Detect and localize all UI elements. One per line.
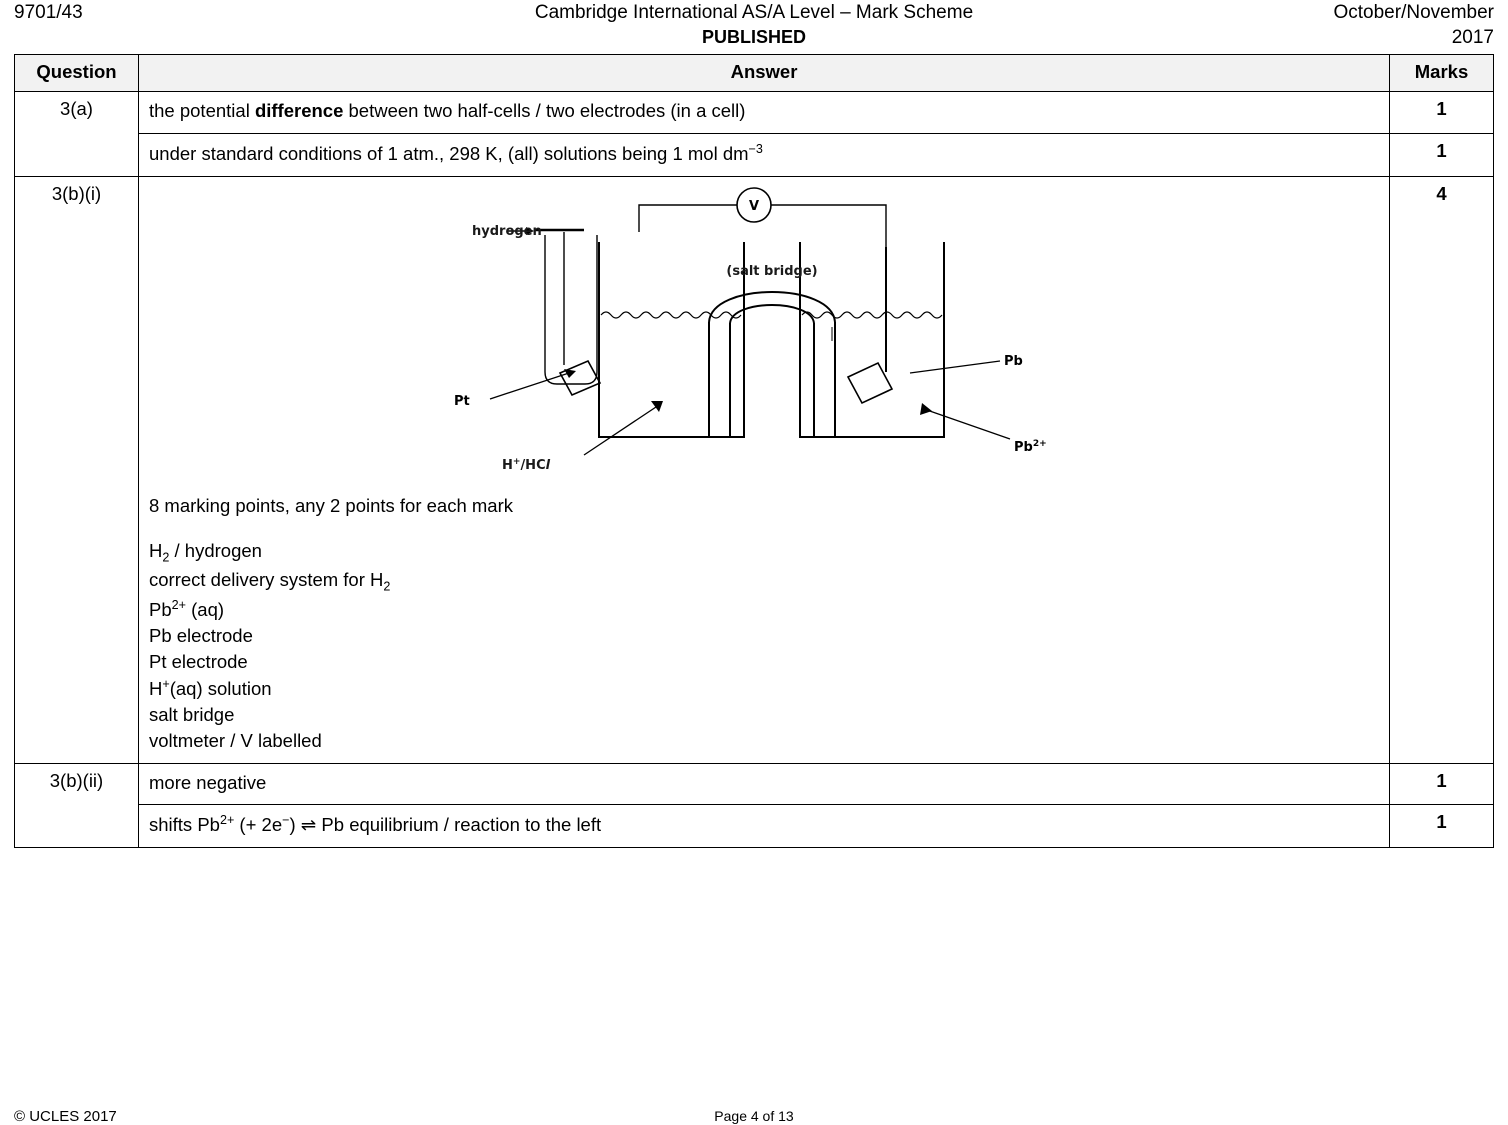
pb-ion-leader-arrow xyxy=(920,403,932,415)
paper-code: 9701/43 xyxy=(14,2,83,23)
table-row xyxy=(15,763,1494,805)
answer-text xyxy=(139,92,1390,134)
session-year: 2017 xyxy=(1451,27,1494,48)
mark-scheme-table xyxy=(14,54,1494,848)
marking-point: correct delivery system for $H_2$ xyxy=(149,569,391,594)
marks-value: 1 xyxy=(1390,763,1494,805)
salt-bridge-inner xyxy=(730,305,814,323)
pt-label: Pt xyxy=(454,393,470,409)
question-number xyxy=(15,805,139,848)
marking-point: H+(aq) solution xyxy=(149,676,272,699)
marking-point: Pb electrode xyxy=(149,625,253,647)
page-header xyxy=(14,0,1494,50)
pb-label: Pb xyxy=(1004,353,1023,369)
marking-point: voltmeter / V labelled xyxy=(149,730,322,752)
column-header-answer: Answer xyxy=(139,55,1390,92)
acid-leader-arrow xyxy=(651,401,663,412)
pb-ion-label: $Pb^{2+}$ xyxy=(1014,438,1047,455)
left-liquid-surface xyxy=(601,312,741,318)
column-header-question: Question xyxy=(15,55,139,92)
page-number: Page 4 of 13 xyxy=(714,1108,794,1124)
acid-label: H+/HCl xyxy=(502,456,551,473)
marks-value: 1 xyxy=(1390,805,1494,848)
question-number xyxy=(15,133,139,176)
marking-point: Pt electrode xyxy=(149,651,248,673)
answer-part-pre: the potential xyxy=(149,100,255,121)
marks-value: 1 xyxy=(1390,133,1494,176)
acid-leader-line xyxy=(584,405,659,455)
published-label: PUBLISHED xyxy=(701,27,806,47)
pt-electrode-plate xyxy=(560,361,600,395)
answer-part-post: between two half-cells / two electrodes (in a cell) xyxy=(343,100,746,121)
wire-left xyxy=(639,205,737,232)
header-title-block xyxy=(14,0,1494,50)
marks-value: 4 xyxy=(1390,176,1494,763)
left-beaker xyxy=(599,242,744,437)
table-row xyxy=(15,133,1494,176)
right-liquid-surface xyxy=(802,312,942,318)
pb-ion-leader-line xyxy=(924,409,1010,439)
answer-text: shifts $Pb^{2+}$ (+ 2e−) ⇌ Pb equilibrium / reaction to the left xyxy=(139,805,1390,848)
salt-bridge-label: (salt bridge) xyxy=(726,263,818,279)
answer-superscript: −3 xyxy=(748,141,763,156)
marking-point: salt bridge xyxy=(149,704,235,726)
marking-points-list xyxy=(149,538,1379,755)
table-header-row xyxy=(15,55,1494,92)
copyright-text: © UCLES 2017 xyxy=(14,1108,117,1125)
question-number: 3(b)(ii) xyxy=(15,763,139,805)
answer-main: under standard conditions of 1 atm., 298 K, (all) solutions being 1 mol dm xyxy=(149,142,749,164)
answer-part-bold: difference xyxy=(254,100,344,121)
table-row xyxy=(15,92,1494,134)
pb-leader-line xyxy=(910,361,1000,373)
question-number: 3(a) xyxy=(15,92,139,134)
table-row xyxy=(15,805,1494,848)
exam-session xyxy=(1333,0,1494,50)
marking-points-heading: 8 marking points, any 2 points for each mark xyxy=(149,494,514,516)
electrochemical-cell-diagram xyxy=(149,187,1379,487)
table-row xyxy=(15,176,1494,763)
hydrogen-label: hydrogen xyxy=(472,223,542,239)
answer-text xyxy=(139,133,1390,176)
answer-diagram-cell xyxy=(139,176,1390,763)
pt-leader-line xyxy=(490,372,572,399)
session-month: October/November xyxy=(1333,2,1494,23)
column-header-marks: Marks xyxy=(1390,55,1494,92)
answer-text: more negative xyxy=(139,763,1390,805)
question-number: 3(b)(i) xyxy=(15,176,139,763)
voltmeter-label: V xyxy=(748,198,760,214)
marking-point: $Pb^{2+}$ (aq) xyxy=(149,597,225,620)
marks-value: 1 xyxy=(1390,92,1494,134)
cell-diagram-svg xyxy=(444,187,1084,487)
wire-right xyxy=(771,205,886,247)
exam-title: Cambridge International AS/A Level – Mark Scheme xyxy=(534,2,974,23)
marking-point: $H_2$ / hydrogen xyxy=(149,539,262,565)
